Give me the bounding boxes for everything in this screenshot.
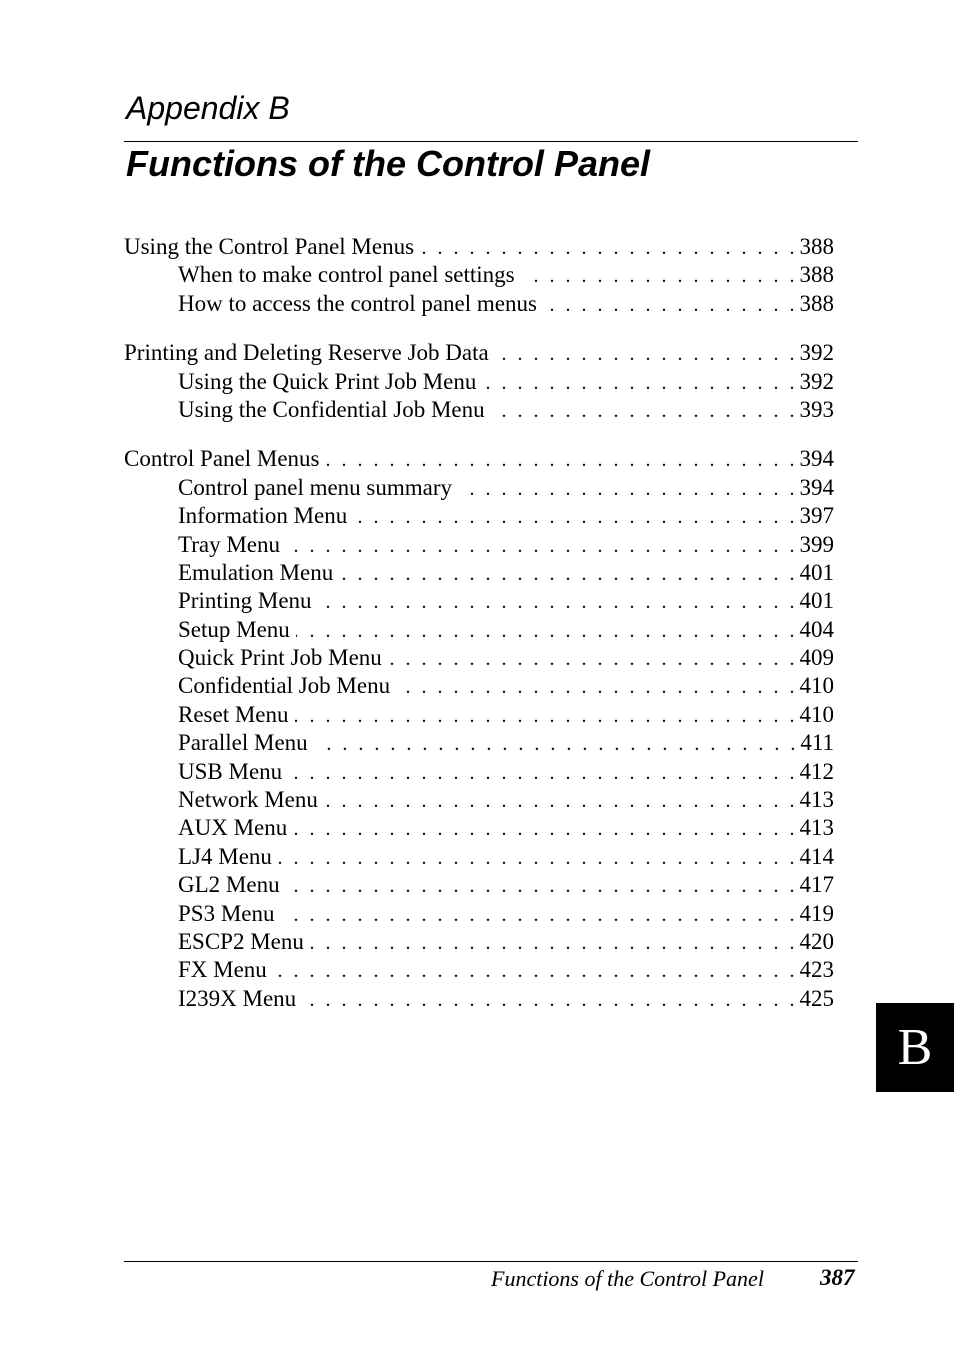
toc-entry-label: Network Menu — [178, 787, 318, 813]
toc-entry-page: 388 — [799, 234, 834, 259]
toc-leader-dots — [482, 369, 797, 396]
toc-leader-dots — [521, 262, 798, 289]
toc-subentry[interactable] — [124, 871, 834, 899]
toc-entry-label: Setup Menu — [178, 616, 290, 642]
toc-subentry[interactable] — [124, 672, 834, 700]
toc-leader-dots — [388, 645, 798, 672]
toc-subentry[interactable] — [124, 644, 834, 672]
toc-leader-dots — [278, 844, 798, 871]
toc-entry-page: 420 — [799, 928, 834, 954]
toc-entry-page: 412 — [799, 758, 834, 784]
toc-entry-page: 409 — [799, 645, 834, 671]
toc-entry-page: 399 — [799, 531, 834, 557]
toc-entry-page: 410 — [799, 673, 834, 699]
toc-leader-dots — [293, 815, 797, 842]
toc-leader-dots — [324, 787, 798, 814]
toc-entry-page: 404 — [799, 616, 834, 642]
toc-entry-page: 425 — [799, 985, 834, 1011]
toc-entry-page: 392 — [799, 340, 834, 366]
toc-entry-label: GL2 Menu — [178, 872, 280, 898]
toc-leader-dots — [295, 702, 798, 729]
toc-leader-dots — [420, 234, 797, 261]
table-of-contents — [124, 233, 834, 1034]
toc-leader-dots — [353, 503, 797, 530]
toc-entry[interactable] — [124, 233, 834, 261]
toc-entry-page: 413 — [799, 787, 834, 813]
toc-subentry[interactable] — [124, 758, 834, 786]
toc-subentry[interactable] — [124, 396, 834, 424]
appendix-label: Appendix B — [126, 90, 290, 126]
toc-subentry[interactable] — [124, 985, 834, 1013]
toc-leader-dots — [281, 901, 798, 928]
toc-entry-page: 423 — [799, 957, 834, 983]
toc-subentry[interactable] — [124, 261, 834, 289]
toc-entry-label: When to make control panel settings — [178, 262, 515, 288]
toc-entry-label: FX Menu — [178, 957, 267, 983]
toc-leader-dots — [543, 291, 798, 318]
chapter-tab — [876, 1003, 954, 1092]
toc-entry-label: Control Panel Menus — [124, 446, 320, 472]
toc-entry-label: Tray Menu — [178, 531, 281, 557]
toc-entry-page: 401 — [799, 588, 834, 614]
toc-entry-label: Using the Control Panel Menus — [124, 234, 415, 259]
toc-subentry[interactable] — [124, 956, 834, 984]
toc-entry-label: Quick Print Job Menu — [178, 645, 382, 671]
toc-subentry[interactable] — [124, 843, 834, 871]
toc-entry-page: 414 — [799, 843, 834, 869]
toc-leader-dots — [296, 617, 798, 644]
toc-leader-dots — [339, 560, 797, 587]
toc-subentry[interactable] — [124, 587, 834, 615]
toc-leader-dots — [302, 986, 797, 1013]
toc-entry-label: Printing Menu — [178, 588, 312, 614]
toc-leader-dots — [458, 475, 797, 502]
toc-entry-label: LJ4 Menu — [178, 843, 272, 869]
toc-entry-page: 410 — [799, 701, 834, 727]
page-title: Functions of the Control Panel — [126, 143, 650, 184]
toc-leader-dots — [491, 397, 798, 424]
toc-leader-dots — [495, 340, 798, 367]
toc-subentry[interactable] — [124, 729, 834, 757]
toc-entry-label: I239X Menu — [178, 985, 297, 1011]
chapter-tab-letter: B — [897, 1019, 933, 1076]
toc-entry-page: 411 — [800, 730, 834, 756]
toc-entry-label: Using the Quick Print Job Menu — [178, 368, 477, 394]
toc-leader-dots — [396, 673, 797, 700]
toc-subentry[interactable] — [124, 559, 834, 587]
toc-leader-dots — [286, 872, 798, 899]
toc-entry[interactable] — [124, 339, 834, 367]
footer-page-number: 387 — [820, 1265, 855, 1290]
toc-entry-label: Parallel Menu — [178, 730, 308, 756]
toc-subentry[interactable] — [124, 786, 834, 814]
toc-entry-label: PS3 Menu — [178, 900, 275, 926]
toc-leader-dots — [326, 446, 798, 473]
toc-entry-page: 394 — [799, 446, 834, 472]
toc-entry-page: 394 — [799, 474, 834, 500]
toc-entry-label: Emulation Menu — [178, 559, 334, 585]
toc-leader-dots — [273, 957, 798, 984]
toc-entry-label: USB Menu — [178, 758, 283, 784]
toc-subentry[interactable] — [124, 368, 834, 396]
toc-leader-dots — [310, 929, 798, 956]
toc-entry-page: 401 — [799, 559, 834, 585]
toc-subentry[interactable] — [124, 502, 834, 530]
toc-subentry[interactable] — [124, 290, 834, 318]
toc-entry-label: Using the Confidential Job Menu — [178, 396, 485, 422]
toc-subentry[interactable] — [124, 616, 834, 644]
toc-subentry[interactable] — [124, 531, 834, 559]
toc-leader-dots — [288, 759, 797, 786]
toc-subentry[interactable] — [124, 474, 834, 502]
toc-entry-label: Reset Menu — [178, 701, 289, 727]
toc-subentry[interactable] — [124, 701, 834, 729]
toc-group-reserve-job-data — [124, 339, 834, 424]
toc-entry-page: 397 — [799, 503, 834, 529]
toc-entry-label: AUX Menu — [178, 815, 288, 841]
toc-entry-page: 419 — [799, 900, 834, 926]
toc-entry-page: 393 — [799, 396, 834, 422]
toc-entry-label: Printing and Deleting Reserve Job Data — [124, 340, 489, 366]
toc-entry-label: Control panel menu summary — [178, 474, 453, 500]
toc-entry-page: 417 — [799, 872, 834, 898]
toc-group-control-panel-menus — [124, 445, 834, 1013]
toc-entry-page: 413 — [799, 815, 834, 841]
toc-leader-dots — [318, 588, 798, 615]
toc-subentry[interactable] — [124, 814, 834, 842]
toc-entry-page: 392 — [799, 368, 834, 394]
footer-rule — [124, 1261, 858, 1262]
toc-subentry[interactable] — [124, 900, 834, 928]
toc-subentry[interactable] — [124, 928, 834, 956]
toc-group-using-control-panel-menus — [124, 233, 834, 318]
toc-entry-label: ESCP2 Menu — [178, 928, 304, 954]
toc-leader-dots — [286, 532, 797, 559]
toc-entry-page: 388 — [799, 262, 834, 288]
toc-entry-label: Information Menu — [178, 503, 348, 529]
toc-entry[interactable] — [124, 445, 834, 473]
toc-leader-dots — [314, 730, 799, 757]
toc-entry-label: Confidential Job Menu — [178, 673, 391, 699]
toc-entry-page: 388 — [799, 290, 834, 316]
footer-title: Functions of the Control Panel — [491, 1266, 764, 1291]
toc-entry-label: How to access the control panel menus — [178, 290, 537, 316]
